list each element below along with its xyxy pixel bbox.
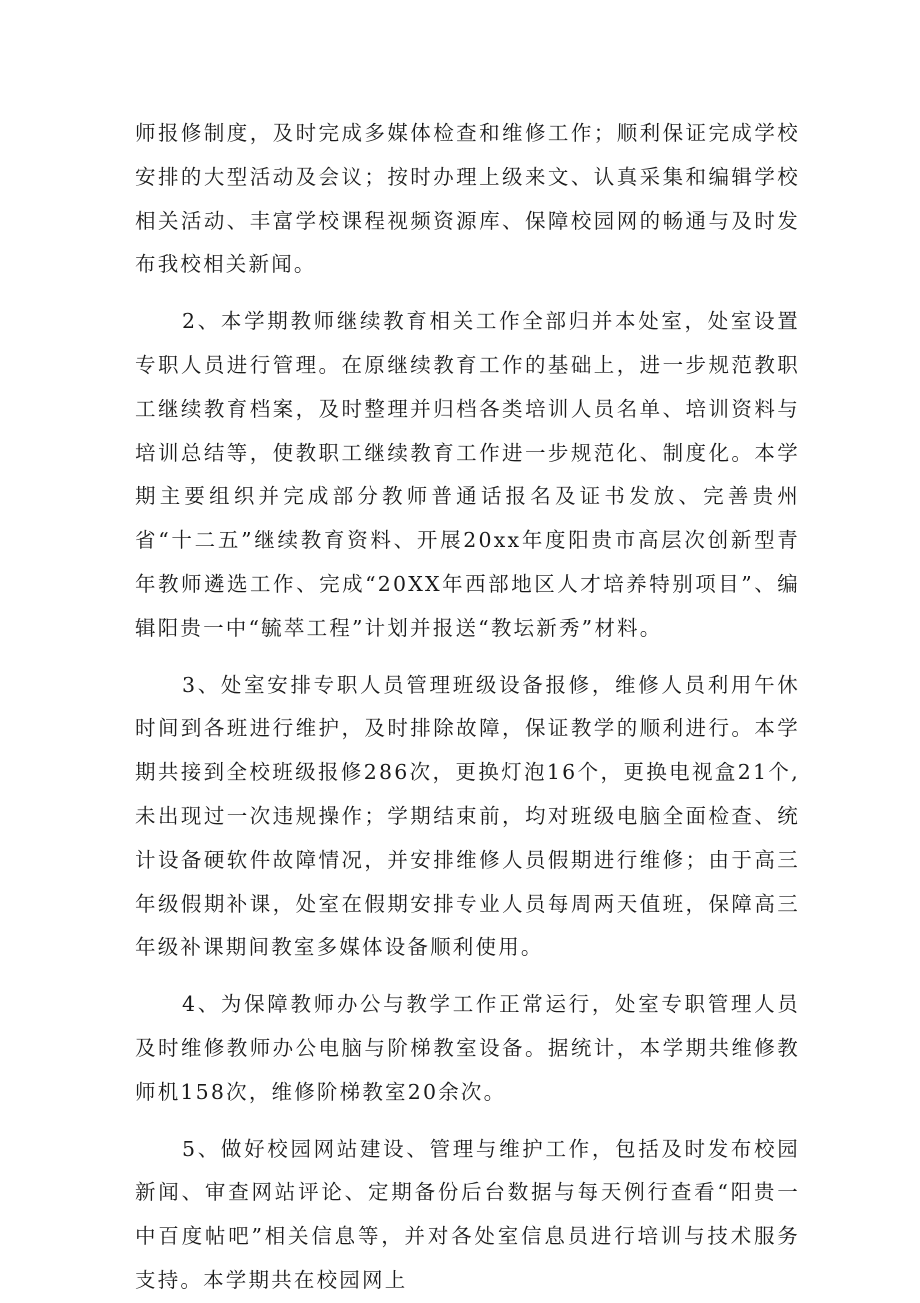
paragraph-campus-website: 5、做好校园网站建设、管理与维护工作，包括及时发布校园新闻、审查网站评论、定期备份后台数据与每天例行查看“阳贵一中百度帖吧”相关信息等，并对各处室信息员进行培训与技术服务支持。本学期共在校园网上 [135,1136,800,1292]
document-body [135,112,800,1303]
paragraph-teacher-office-computers: 4、为保障教师办公与教学工作正常运行，处室专职管理人员及时维修教师办公电脑与阶梯教室设备。据统计，本学期共维修教师机158次，维修阶梯教室20余次。 [135,992,800,1104]
paragraph-continuing-education: 2、本学期教师继续教育相关工作全部归并本处室，处室设置专职人员进行管理。在原继续教育工作的基础上，进一步规范教职工继续教育档案，及时整理并归档各类培训人员名单、培训资料与培训总结等，使教职工继续教育工作进一步规范化、制度化。本学期主要组织并完成部分教师普通话报名及证书发放、完善贵州省“十二五”继续教育资料、开展20xx年度阳贵市高层次创新型青年教师遴选工作、完成“20XX年西部地区人才培养特别项目”、编辑阳贵一中“毓萃工程”计划并报送“教坛新秀”材料。 [135,309,800,640]
paragraph-continued-maintenance: 师报修制度，及时完成多媒体检查和维修工作；顺利保证完成学校安排的大型活动及会议；按时办理上级来文、认真采集和编辑学校相关活动、丰富学校课程视频资源库、保障校园网的畅通与及时发布我校相关新闻。 [135,121,800,277]
paragraph-class-equipment-repair: 3、处室安排专职人员管理班级设备报修，维修人员利用午休时间到各班进行维护，及时排除故障，保证教学的顺利进行。本学期共接到全校班级报修286次，更换灯泡16个，更换电视盒21个,未出现过一次违规操作；学期结束前，均对班级电脑全面检查、统计设备硬软件故障情况，并安排维修人员假期进行维修；由于高三年级假期补课，处室在假期安排专业人员每周两天值班，保障高三年级补课期间教室多媒体设备顺利使用。 [135,672,800,960]
